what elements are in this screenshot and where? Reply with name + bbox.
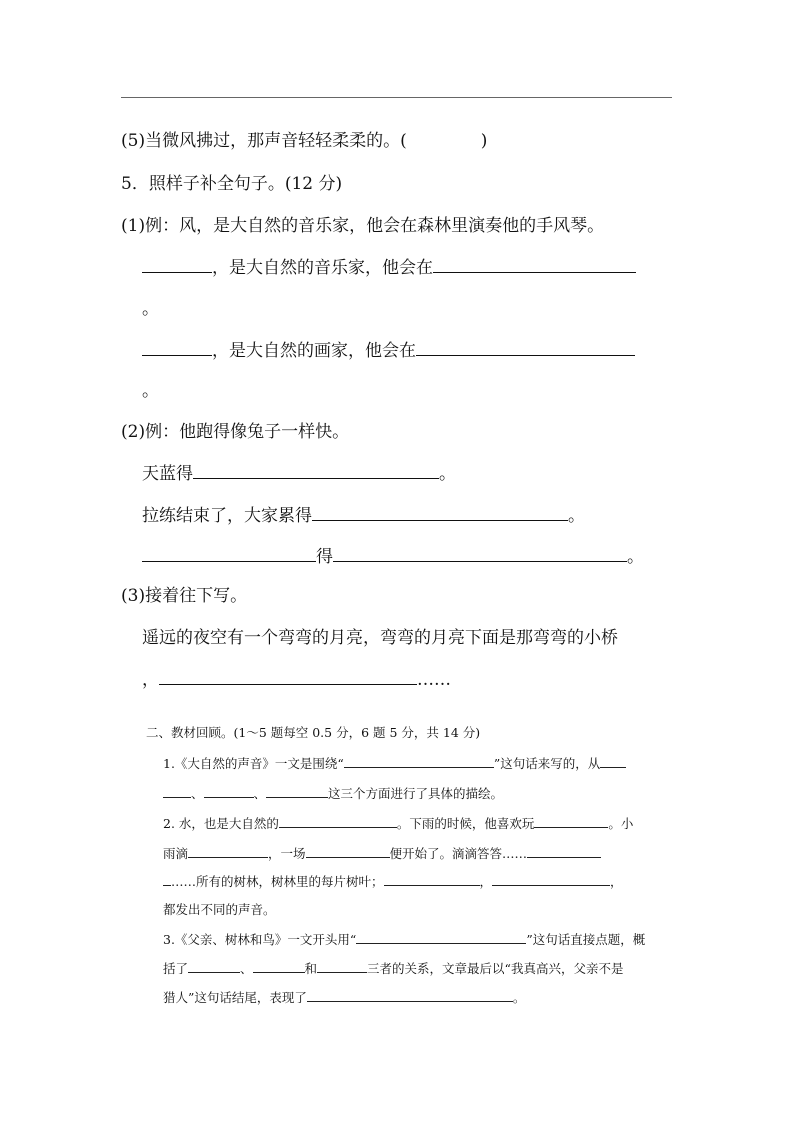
answer-blank[interactable] — [344, 755, 494, 768]
answer-blank[interactable] — [306, 845, 390, 858]
review-q2-line-4: 都发出不同的声音。 — [163, 902, 276, 917]
answer-blank[interactable] — [356, 931, 526, 944]
answer-blank[interactable] — [193, 462, 439, 479]
answer-blank[interactable] — [384, 873, 480, 886]
answer-blank[interactable] — [307, 989, 513, 1002]
review-q2-line-3: ……所有的树林，树林里的每片树叶； ， ， — [163, 873, 623, 891]
answer-blank[interactable] — [188, 960, 240, 973]
answer-blank[interactable] — [188, 845, 268, 858]
review-q2-line-1: 2. 水，也是大自然的 。下雨的时候，他喜欢玩 。小 — [163, 816, 634, 831]
answer-blank[interactable] — [142, 256, 212, 273]
answer-blank[interactable] — [527, 845, 601, 858]
answer-blank[interactable] — [312, 504, 568, 521]
answer-blank[interactable] — [204, 785, 254, 798]
answer-blank[interactable] — [163, 785, 191, 798]
period-mark: 。 — [142, 299, 159, 319]
answer-blank[interactable] — [416, 339, 635, 356]
period-mark: 。 — [142, 381, 159, 401]
answer-blank[interactable] — [534, 815, 608, 828]
answer-blank[interactable] — [333, 545, 627, 562]
question-5-5: (5)当微风拂过，那声音轻轻柔柔的。( ) — [121, 131, 488, 151]
question-5-3-continue: ， …… — [142, 670, 451, 690]
answer-blank[interactable] — [253, 960, 305, 973]
answer-blank[interactable] — [142, 339, 212, 356]
question-5-3-title: (3)接着往下写。 — [121, 586, 248, 606]
answer-blank[interactable] — [159, 668, 417, 685]
answer-blank[interactable] — [266, 785, 328, 798]
answer-blank[interactable] — [317, 960, 367, 973]
question-5-3-text: 遥远的夜空有一个弯弯的月亮，弯弯的月亮下面是那弯弯的小桥 — [142, 628, 618, 648]
review-q3-line-1: 3.《父亲、树林和鸟》一文开头用“ ”这句话直接点题，概 — [163, 932, 646, 947]
answer-blank[interactable] — [492, 873, 610, 886]
question-5-1-line-1: ，是大自然的音乐家，他会在 — [142, 256, 636, 279]
review-q3-line-2: 括了 、 和 三者的关系，文章最后以“我真高兴，父亲不是 — [163, 961, 624, 976]
question-5-2-line-3: 得 。 — [142, 545, 644, 568]
question-5-2-line-2: 拉练结束了，大家累得 。 — [142, 506, 585, 526]
answer-blank[interactable] — [279, 815, 397, 828]
answer-blank[interactable] — [142, 545, 316, 562]
question-5-1-line-2: ，是大自然的画家，他会在 — [142, 339, 635, 362]
question-5-2-line-1: 天蓝得 。 — [142, 464, 456, 484]
question-5-1-example: (1)例：风，是大自然的音乐家，他会在森林里演奏他的手风琴。 — [121, 216, 605, 236]
review-q1-line-2: 、 、 这三个方面进行了具体的描绘。 — [163, 785, 503, 803]
top-divider — [121, 97, 672, 98]
answer-blank[interactable] — [600, 755, 626, 768]
question-5-2-example: (2)例：他跑得像兔子一样快。 — [121, 422, 350, 442]
review-q1-line-1: 1.《大自然的声音》一文是围绕“ ”这句话来写的，从 — [163, 755, 626, 773]
answer-blank[interactable] — [433, 256, 636, 273]
review-q2-line-2: 雨滴 ，一场 便开始了。滴滴答答…… — [163, 845, 601, 863]
section-2-title: 二、教材回顾。(1～5 题每空 0.5 分，6 题 5 分，共 14 分) — [146, 725, 481, 740]
answer-blank[interactable] — [163, 873, 171, 886]
question-5-title: 5．照样子补全句子。(12 分) — [121, 174, 343, 194]
review-q3-line-3: 猎人”这句话结尾，表现了 。 — [163, 990, 526, 1005]
